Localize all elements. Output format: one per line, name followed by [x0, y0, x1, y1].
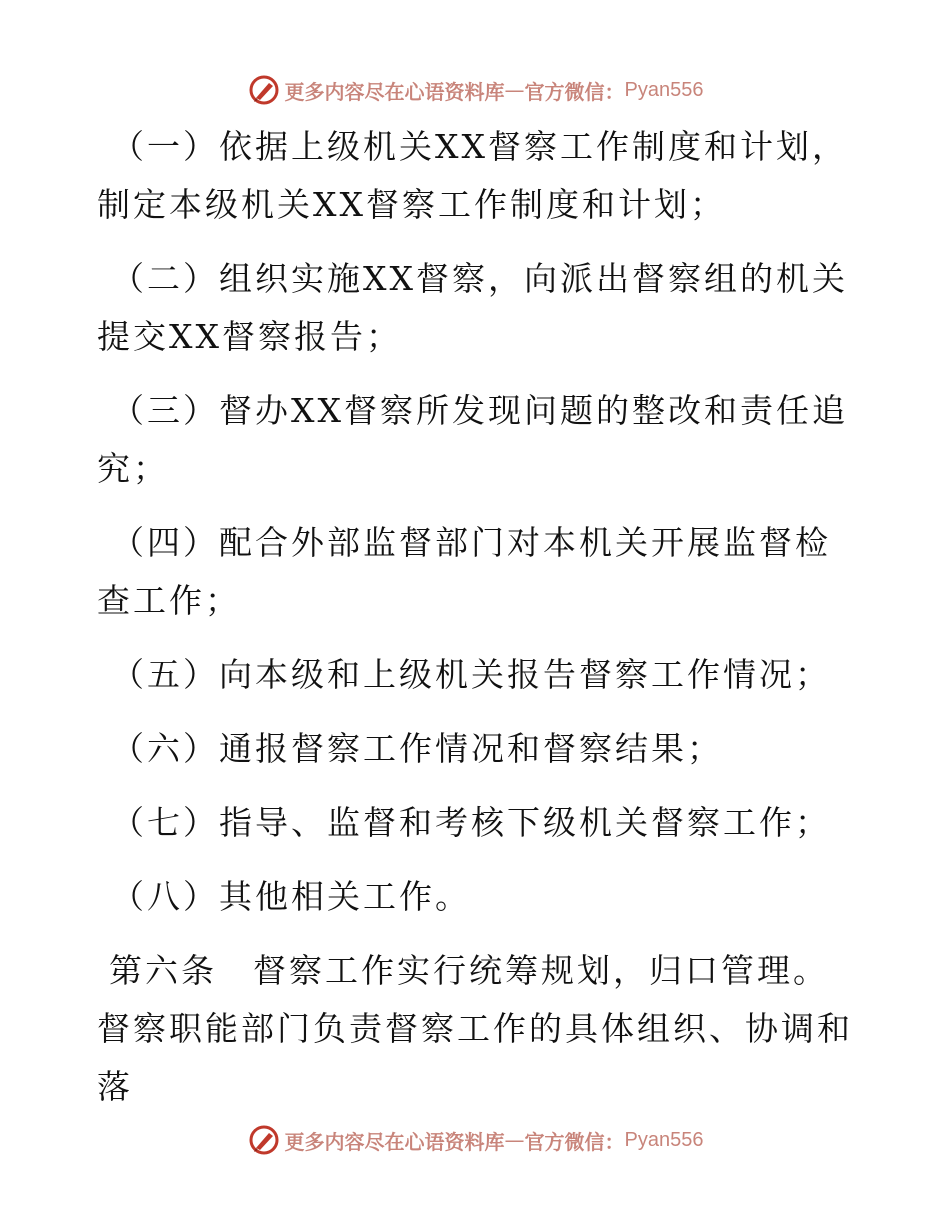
watermark-separator: — — [504, 1128, 525, 1152]
pen-logo-icon — [247, 1123, 281, 1157]
duty-item-8: （八）其他相关工作。 — [111, 877, 471, 916]
duty-item-4: （四）配合外部监督部门对本机关开展监督检查工作； — [97, 523, 831, 620]
watermark-wechat-label: 官方微信： — [524, 79, 625, 104]
article-six: 第六条 督察工作实行统筹规划，归口管理。督察职能部门负责督察工作的具体组织、协调和落 — [97, 951, 853, 1106]
duty-item-7: （七）指导、监督和考核下级机关督察工作； — [111, 803, 831, 842]
watermark-text: 更多内容尽在心语资料库 — [284, 1129, 505, 1154]
header-watermark — [0, 70, 950, 110]
watermark-text: 更多内容尽在心语资料库 — [284, 79, 505, 104]
watermark-wechat-id: Pyan556 — [624, 78, 704, 101]
watermark-wechat-id: Pyan556 — [624, 1128, 704, 1151]
footer-watermark — [0, 1120, 950, 1160]
duty-item-1: （一）依据上级机关XX督察工作制度和计划，制定本级机关XX督察工作制度和计划； — [97, 127, 848, 224]
watermark-wechat-label: 官方微信： — [524, 1129, 625, 1154]
duty-item-6: （六）通报督察工作情况和督察结果； — [111, 729, 723, 768]
watermark-separator: — — [504, 78, 525, 102]
duty-item-5: （五）向本级和上级机关报告督察工作情况； — [111, 655, 831, 694]
document-body — [97, 118, 857, 1132]
duty-item-2: （二）组织实施XX督察，向派出督察组的机关提交XX督察报告； — [97, 259, 848, 356]
pen-logo-icon — [247, 73, 281, 107]
duty-item-3: （三）督办XX督察所发现问题的整改和责任追究； — [97, 391, 848, 488]
